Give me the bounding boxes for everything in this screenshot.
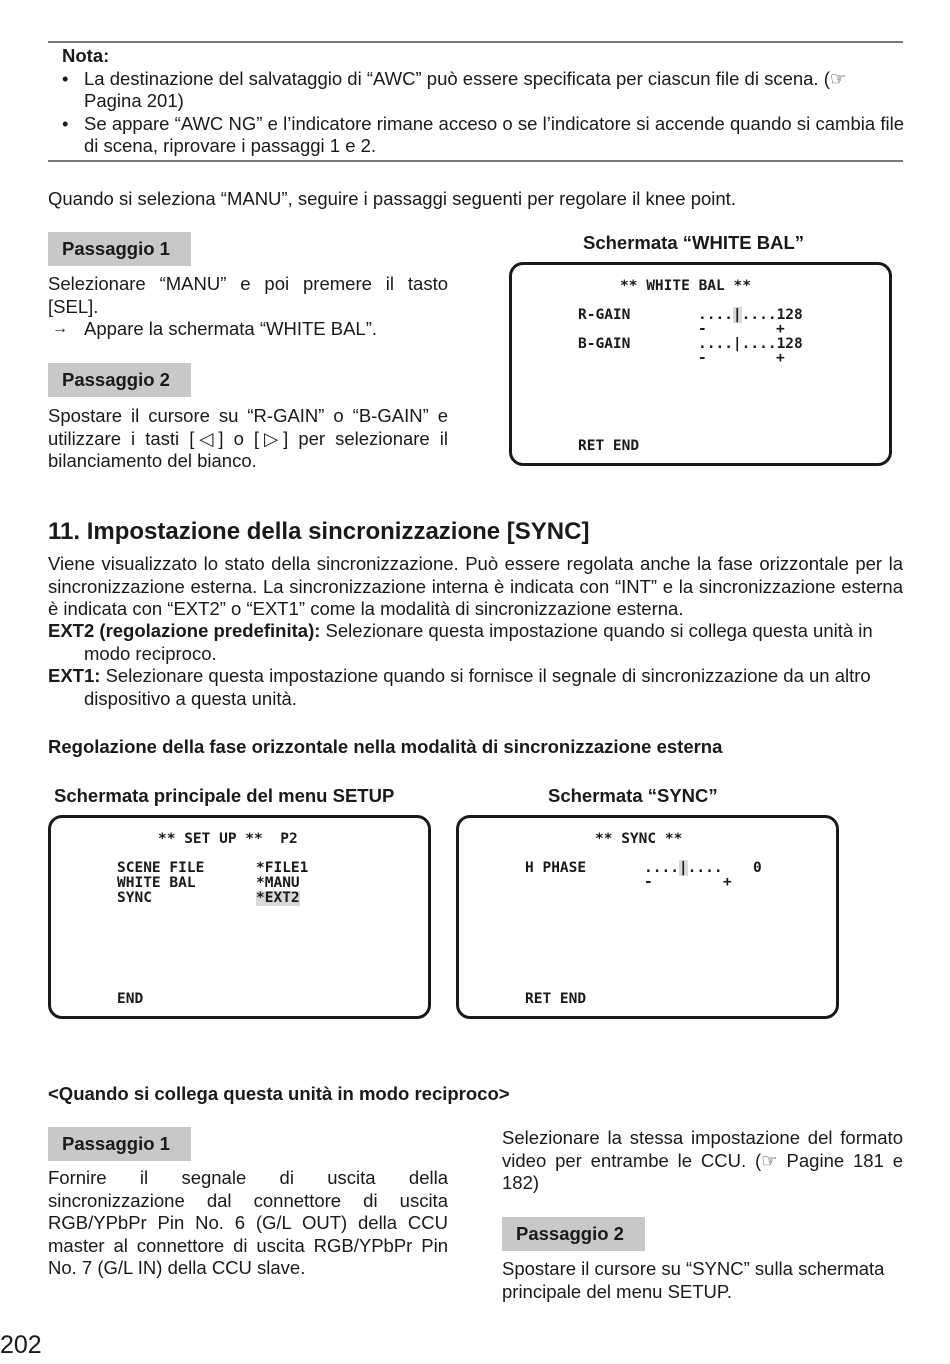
section-intro: Viene visualizzato lo stato della sincronizzazione. Può essere regolata anche la fase orizzontale per la sincronizzazione esterna. La sincronizzazione interna è indicata con “INT” e la sincronizzazione esterna è indicata con “EXT2” o “EXT1” come la modalità di sincronizzazione esterna. <box>48 553 903 619</box>
b-gain-plus: + <box>776 350 785 366</box>
note-top-rule <box>48 41 903 43</box>
page-number: 202 <box>0 1331 42 1359</box>
cursor-marker: | <box>678 860 688 876</box>
setup-row-value: *FILE1 <box>256 860 309 876</box>
h-phase-value: 0 <box>753 860 762 876</box>
arrow-right-icon: → <box>52 320 68 337</box>
r-gain-minus: - <box>698 321 707 337</box>
sync-title: ** SYNC ** <box>595 831 683 847</box>
b-gain-bar: ....|....128 <box>698 336 803 352</box>
screen-title: ** WHITE BAL ** <box>620 278 751 294</box>
setup-caption: Schermata principale del menu SETUP <box>54 785 395 806</box>
setup-row-value: *MANU <box>256 875 300 891</box>
note-bottom-rule <box>48 160 903 162</box>
note-title: Nota: <box>62 45 110 66</box>
reciprocal-right-text: Selezionare la stessa impostazione del formato video per entrambe le CCU. (☞ Pagine 181 e 182) <box>502 1127 903 1193</box>
white-bal-caption: Schermata “WHITE BAL” <box>583 232 805 253</box>
ext2-desc: Selezionare questa impostazione quando si collega questa unità in modo reciproco. <box>84 620 873 664</box>
sync-footer: RET END <box>525 991 587 1007</box>
subheading: Regolazione della fase orizzontale nella modalità di sincronizzazione esterna <box>48 736 723 757</box>
step1-result: → Appare la schermata “WHITE BAL”. <box>52 318 378 339</box>
setup-footer: END <box>117 991 144 1007</box>
reciprocal-step1-text: Fornire il segnale di uscita della sincronizzazione dal connettore di uscita RGB/YPbPr Pin No. 6 (G/L OUT) della CCU master al connettore di uscita RGB/YPbPr Pin No. 7 (G/L IN) della CCU slave. <box>48 1167 448 1278</box>
h-phase-bar: ....|.... <box>644 860 723 876</box>
sync-screen <box>456 815 839 1019</box>
setup-row-label: WHITE BAL <box>117 875 196 891</box>
h-phase-plus: + <box>723 874 732 890</box>
step1-text: Selezionare “MANU” e poi premere il tasto [SEL]. <box>48 273 448 317</box>
ext2-term: EXT2 (regolazione predefinita): <box>48 620 321 641</box>
sync-caption: Schermata “SYNC” <box>548 785 718 806</box>
cursor-marker: | <box>732 307 742 323</box>
r-gain-label: R-GAIN <box>578 307 631 323</box>
step2-label: Passaggio 2 <box>48 363 191 397</box>
reciprocal-step1-label: Passaggio 1 <box>48 1127 191 1161</box>
ext1-item <box>48 665 903 710</box>
note-block <box>62 45 904 158</box>
section-title: 11. Impostazione della sincronizzazione [SYNC] <box>48 518 590 545</box>
reciprocal-step2-label: Passaggio 2 <box>502 1217 645 1251</box>
reciprocal-step2-text: Spostare il cursore su “SYNC” sulla schermata principale del menu SETUP. <box>502 1258 885 1302</box>
b-gain-minus: - <box>698 350 707 366</box>
r-gain-plus: + <box>776 321 785 337</box>
step1-label: Passaggio 1 <box>48 232 191 266</box>
white-bal-screen <box>509 262 892 466</box>
setup-row-label: SCENE FILE <box>117 860 205 876</box>
ext1-desc: Selezionare questa impostazione quando si fornisce il segnale di sincronizzazione da un altro dispositivo a questa unità. <box>84 665 871 709</box>
h-phase-minus: - <box>644 874 653 890</box>
setup-row-value-selected: *EXT2 <box>256 890 300 906</box>
setup-title: ** SET UP ** P2 <box>158 831 298 847</box>
intro-manu: Quando si seleziona “MANU”, seguire i passaggi seguenti per regolare il knee point. <box>48 188 736 209</box>
ext2-item <box>48 620 903 665</box>
screen-footer: RET END <box>578 438 640 454</box>
note-bullet: • La destinazione del salvataggio di “AWC” può essere specificata per ciascun file di scena. (☞ Pagina 201) <box>48 68 904 113</box>
reciprocal-heading: <Quando si collega questa unità in modo reciproco> <box>48 1083 510 1104</box>
step2-text: Spostare il cursore su “R-GAIN” o “B-GAIN” e utilizzare i tasti [◁] o [▷] per selezionare il bilanciamento del bianco. <box>48 405 448 471</box>
h-phase-label: H PHASE <box>525 860 587 876</box>
setup-row-label: SYNC <box>117 890 152 906</box>
ext1-term: EXT1: <box>48 665 101 686</box>
setup-screen <box>48 815 431 1019</box>
b-gain-label: B-GAIN <box>578 336 631 352</box>
note-bullet: • Se appare “AWC NG” e l’indicatore rimane acceso o se l’indicatore si accende quando si cambia file di scena, riprovare i passaggi 1 e 2. <box>48 113 904 158</box>
r-gain-bar: ....|....128 <box>698 307 803 323</box>
